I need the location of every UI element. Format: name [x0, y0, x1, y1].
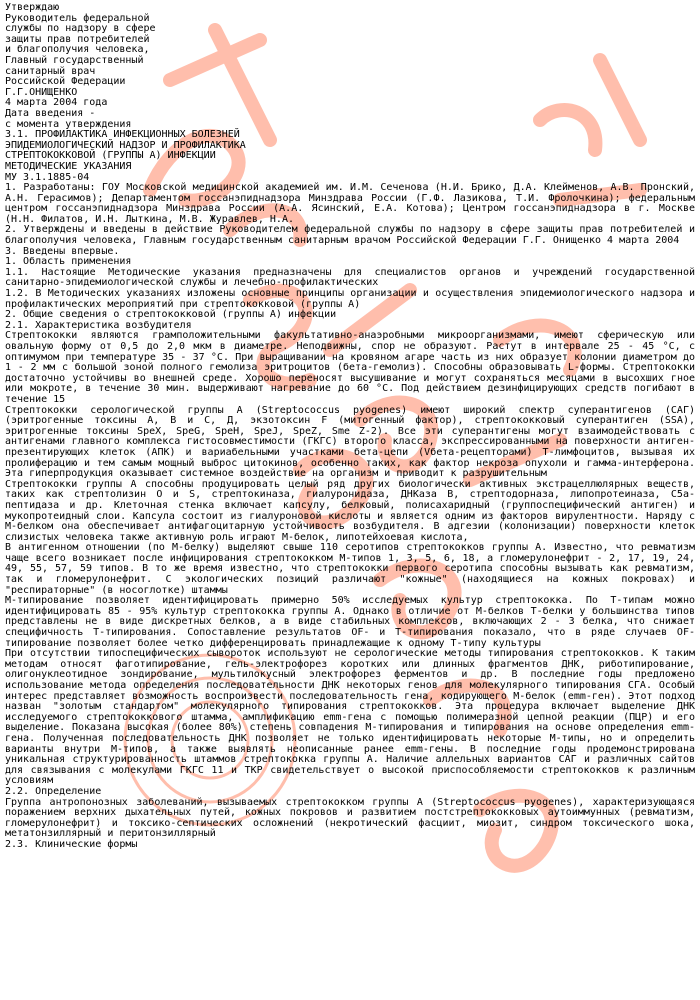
header-line: Утверждаю — [5, 2, 60, 13]
paragraph: 2.1. Характеристика возбудителя — [5, 319, 192, 331]
header-line: службы по надзору в сфере — [5, 23, 156, 35]
header-line: защиты прав потребителей — [5, 33, 150, 45]
paragraph: Стрептококки группы А способны продуцировать целый ряд других биологически активных экстрацеллюлярных веществ, таких как стрептолизин О и S, стрептокиназа, гиалуронидаза, ДНКаза В, стрептодорназа, липопротеиназа, С5а-пептидаза и др. Клеточная стенка включает капсулу, белковый, полисахаридный (группоспецифический антиген) и мукопротеидный слои. Капсула состоит из гиалуроновой кислоты и является одним из факторов вирулентности. Наряду с М-белком она обеспечивает антифагоцитарную устойчивость возбудителя. В адгезии (колонизации) поверхности клеток слизистых человека также активную роль играют М-белок, липотейхоевая кислота, — [5, 478, 695, 543]
paragraph: М-типирование позволяет идентифицировать примерно 50% исследуемых культур стрептококка. По Т-типам можно идентифицировать 85 - 95% культур стрептококка группы А. Однако в отличие от М-белков Т-белки у большинства типов представлены не в виде дискретных белков, а в виде стабильных комплексов, включающих 2 - 3 белка, что снижает специфичность Т-типирования. Сопоставление результатов OF- и Т-типирования показало, что в ряде случаев OF-типирование позволяет более четко дифференцировать принадлежащие к одному Т-типу культуры — [5, 595, 695, 649]
paragraph: Стрептококки серологической группы А (Streptococcus pyogenes) имеют широкий спектр суперантигенов (САГ) (эритрогенные токсины А, В и С, Д, экзотоксин F (митогенный фактор), стрептококковый суперантиген (SSA), эритрогенные токсины SpeX, SpeG, SpeH, SpeJ, SpeZ, Sme Z-2). Все эти суперантигены могут взаимодействовать с антигенами главного комплекса гистосовместимости (ГКГС) второго класса, экспрессированными на поверхности антиген-презентирующих клеток (АПК) и вариабельными участками бета-цепи (Vбета-рецепторами) Т-лимфоцитов, вызывая их пролиферацию и тем самым мощный выброс цитокинов, особенно таких, как фактор некроза опухоли и гамма-интерферона. Эта гиперпродукция оказывает системное воздействие на организм и приводит к разрушительным — [5, 404, 695, 480]
paragraph: В антигенном отношении (по М-белку) выделяют свыше 110 серотипов стрептококков группы А. Известно, что ревматизм чаще всего возникает после инфицирования стрептококком М-типов 1, 3, 5, 6, 18, а гломерулонефрит - 2, 17, 19, 24, 49, 55, 57, 59 типов. В то же время известно, что стрептококки первого серотипа способны вызывать как ревматизм, так и гломерулонефрит. С экологических позиций различают "кожные" (находящиеся на кожных покровах) и "респираторные" (в носоглотке) штаммы — [5, 542, 695, 596]
header-line: СТРЕПТОКОККОВОЙ (ГРУППЫ А) ИНФЕКЦИИ — [5, 150, 216, 162]
header-line: Руководитель федеральной — [5, 12, 150, 24]
paragraph: 1.1. Настоящие Методические указания предназначены для специалистов органов и учреждений государственной санитарно-эпидемиологической службы и лечебно-профилактических — [5, 266, 695, 289]
paragraph: 1.2. В Методических указаниях изложены основные принципы организации и осуществления эпидемиологического надзора и профилактических мероприятий при стрептококковой (группы А) — [5, 288, 695, 310]
paragraph: 3. Введены впервые. — [5, 245, 120, 257]
header-line: Г.Г.ОНИЩЕНКО — [5, 86, 78, 98]
paragraph: При отсутствии типоспецифических сывороток используют не серологические методы типирования стрептококков. К таким методам относят фаготипирование, гель-электрофорез коротких или длинных фрагментов ДНК, риботипирование, олигонуклеотидное зондирование, мультилокусный электрофорез ферментов и др. В последние годы предложено использование метода определения последовательности ДНК некоторых генов для молекулярного типирования СГА. Особый интерес представляет возможность воспроизвести последовательность гена, кодирующего М-белок (emm-ген). Этот подход назван "золотым стандартом" молекулярного типирования стрептококков. Эта процедура включает выделение ДНК исследуемого стрептококкового штамма, амплификацию emm-гена с помощью полимеразной цепной реакции (ПЦР) и его выделение. Показана высокая (более 80%) степень совпадения М-типирования и типирования на основе определения emm-гена. Полученная последовательность ДНК позволяет не только идентифицировать некоторые М-типы, но и определить варианты внутри М-типов, а также выявлять неописанные ранее emm-гены. В последние годы продемонстрирована уникальная структурированность штаммов стрептококка группы А. Наличие аллельных вариантов САГ и различных сайтов для связывания с молекулами ГКГС 11 и ТКР свидетельствует о высокой приспособляемости стрептококков к различным условиям — [5, 648, 695, 787]
header-line: Главный государственный — [5, 54, 144, 66]
header-line: с момента утверждения — [5, 118, 132, 130]
header-line: 4 марта 2004 года — [5, 97, 108, 109]
paragraph: Группа антропонозных заболеваний, вызываемых стрептококком группы А (Streptococcus pyogenes), характеризующаяся поражением верхних дыхательных путей, кожных покровов и развитием постстрептококковых аутоиммунных (ревматизм, гломерулонефрит) и токсико-септических осложнений (некротический фасциит, миозит, синдром токсического шока, метатонзиллярный и перитонзиллярный — [5, 796, 695, 840]
header-line: МУ 3.1.1885-04 — [5, 171, 90, 183]
header-line: и благополучия человека, — [5, 44, 150, 56]
paragraph: Стрептококки являются грамположительными факультативно-анаэробными микроорганизмами, имеют сферическую или овальную форму от 0,5 до 2,0 мкм в диаметре. Неподвижны, спор не образуют. Растут в интервале 25 - 45 °С, с оптимумом при температуре 35 - 37 °С. При выращивании на кровяном агаре часть из них образует колонии диаметром до 1 - 2 мм с большой зоной полного гемолиза эритроцитов (бета-гемолиз). Способны образовывать L-формы. Стрептококки достаточно устойчивы во внешней среде. Хорошо переносят высушивание и могут сохраняться месяцами в высохших гное или мокроте, в течение 30 мин. выдерживают нагревание до 60 °С. Под действием дезинфицирующих средств погибают в течение 15 — [5, 330, 695, 405]
paragraph: 1. Разработаны: ГОУ Московской медицинской академией им. И.М. Сеченова (Н.И. Брико, Д.А. Клейменов, А.В. Пронский, А.Н. Герасимов); Департаментом госсанэпиднадзора Минздрава России (Г.Ф. Лазикова, Т.И. Фролочкина); федеральным центром госсанэпиднадзора Минздрава России (А.А. Ясинский, Е.А. Котова); Центром госсанэпиднадзора в г. Москве (Н.Н. Филатов, И.Н. Лыткина, М.В. Журавлев, Н.А. — [5, 182, 695, 225]
document-body — [5, 3, 695, 851]
paragraph: 1. Область применения — [5, 256, 132, 268]
paragraph: 2. Общие сведения о стрептококковой (группы А) инфекции — [5, 309, 337, 321]
header-line: Дата введения - — [5, 107, 96, 119]
header-line: 3.1. ПРОФИЛАКТИКА ИНФЕКЦИОННЫХ БОЛЕЗНЕЙ — [5, 129, 240, 141]
paragraph: 2.3. Клинические формы — [5, 838, 138, 850]
header-line: ЭПИДЕМИОЛОГИЧЕСКИЙ НАДЗОР И ПРОФИЛАКТИКА — [5, 139, 246, 151]
paragraph: 2. Утверждены и введены в действие Руководителем федеральной службы по надзору в сфере защиты прав потребителей и благополучия человека, Главным государственным санитарным врачом Российской Федерации Г.Г. Онищенко 4 марта 2004 — [5, 224, 695, 247]
header-line: санитарный врач — [5, 65, 96, 77]
paragraph: 2.2. Определение — [5, 785, 102, 797]
header-line: МЕТОДИЧЕСКИЕ УКАЗАНИЯ — [5, 160, 132, 172]
header-line: Российской Федерации — [5, 76, 126, 88]
